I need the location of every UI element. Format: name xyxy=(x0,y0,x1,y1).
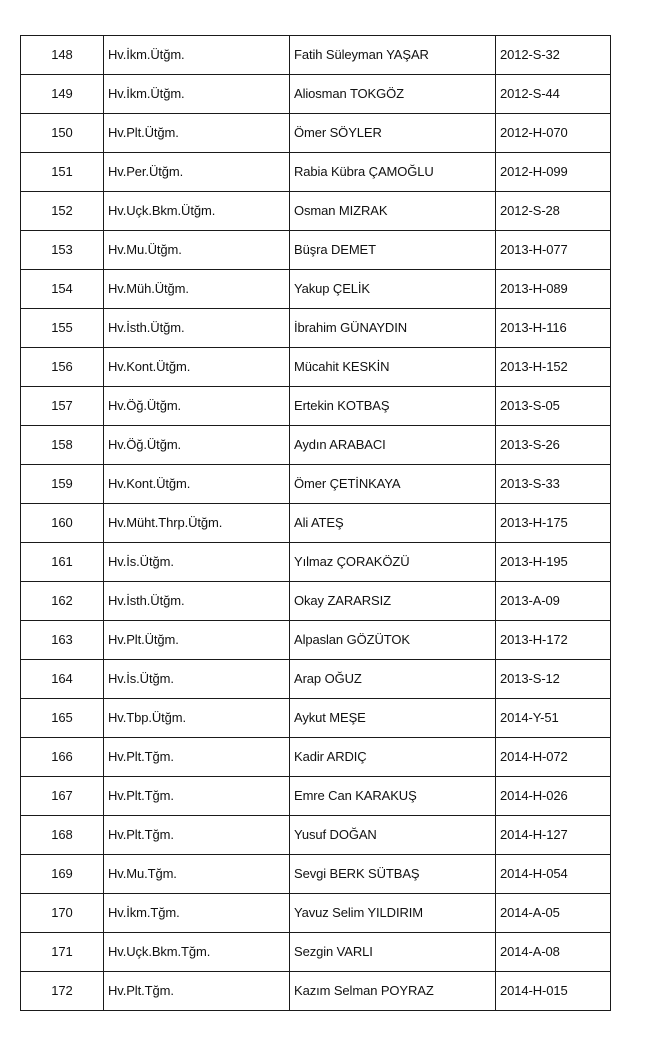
registry-code-cell: 2012-S-28 xyxy=(496,192,611,231)
rank-cell: Hv.Plt.Tğm. xyxy=(104,738,290,777)
table-row xyxy=(21,153,611,192)
table-row xyxy=(21,816,611,855)
person-name-cell: Sezgin VARLI xyxy=(290,933,496,972)
rank-cell: Hv.Plt.Ütğm. xyxy=(104,621,290,660)
rank-cell: Hv.Müh.Ütğm. xyxy=(104,270,290,309)
row-number-cell: 152 xyxy=(21,192,104,231)
person-name-cell: Ömer SÖYLER xyxy=(290,114,496,153)
table-row xyxy=(21,348,611,387)
registry-code-cell: 2012-H-070 xyxy=(496,114,611,153)
registry-code-cell: 2014-H-072 xyxy=(496,738,611,777)
row-number-cell: 167 xyxy=(21,777,104,816)
registry-code-cell: 2013-H-077 xyxy=(496,231,611,270)
rank-cell: Hv.Plt.Ütğm. xyxy=(104,114,290,153)
row-number-cell: 159 xyxy=(21,465,104,504)
registry-code-cell: 2014-H-026 xyxy=(496,777,611,816)
registry-code-cell: 2014-H-015 xyxy=(496,972,611,1011)
row-number-cell: 156 xyxy=(21,348,104,387)
table-row xyxy=(21,465,611,504)
rank-cell: Hv.Mu.Tğm. xyxy=(104,855,290,894)
table-row xyxy=(21,36,611,75)
row-number-cell: 157 xyxy=(21,387,104,426)
table-row xyxy=(21,894,611,933)
rank-cell: Hv.Mu.Ütğm. xyxy=(104,231,290,270)
registry-code-cell: 2013-S-33 xyxy=(496,465,611,504)
row-number-cell: 168 xyxy=(21,816,104,855)
rank-cell: Hv.Plt.Tğm. xyxy=(104,777,290,816)
person-name-cell: Kadir ARDIÇ xyxy=(290,738,496,777)
row-number-cell: 162 xyxy=(21,582,104,621)
registry-code-cell: 2014-H-054 xyxy=(496,855,611,894)
table-row xyxy=(21,933,611,972)
row-number-cell: 148 xyxy=(21,36,104,75)
person-name-cell: Aliosman TOKGÖZ xyxy=(290,75,496,114)
rank-cell: Hv.Öğ.Ütğm. xyxy=(104,426,290,465)
rank-cell: Hv.Öğ.Ütğm. xyxy=(104,387,290,426)
registry-code-cell: 2013-A-09 xyxy=(496,582,611,621)
person-name-cell: Kazım Selman POYRAZ xyxy=(290,972,496,1011)
row-number-cell: 165 xyxy=(21,699,104,738)
row-number-cell: 153 xyxy=(21,231,104,270)
registry-code-cell: 2014-Y-51 xyxy=(496,699,611,738)
row-number-cell: 158 xyxy=(21,426,104,465)
registry-code-cell: 2014-A-08 xyxy=(496,933,611,972)
table-row xyxy=(21,192,611,231)
registry-code-cell: 2013-H-116 xyxy=(496,309,611,348)
rank-cell: Hv.İs.Ütğm. xyxy=(104,543,290,582)
table-row xyxy=(21,777,611,816)
table-row xyxy=(21,426,611,465)
registry-code-cell: 2013-H-175 xyxy=(496,504,611,543)
person-name-cell: Büşra DEMET xyxy=(290,231,496,270)
table-row xyxy=(21,231,611,270)
person-name-cell: Ali ATEŞ xyxy=(290,504,496,543)
row-number-cell: 154 xyxy=(21,270,104,309)
row-number-cell: 161 xyxy=(21,543,104,582)
rank-cell: Hv.İsth.Ütğm. xyxy=(104,582,290,621)
row-number-cell: 150 xyxy=(21,114,104,153)
registry-code-cell: 2012-S-44 xyxy=(496,75,611,114)
person-name-cell: Mücahit KESKİN xyxy=(290,348,496,387)
table-row xyxy=(21,114,611,153)
registry-code-cell: 2013-S-05 xyxy=(496,387,611,426)
person-name-cell: Ertekin KOTBAŞ xyxy=(290,387,496,426)
table-row xyxy=(21,504,611,543)
registry-code-cell: 2013-H-172 xyxy=(496,621,611,660)
row-number-cell: 163 xyxy=(21,621,104,660)
row-number-cell: 172 xyxy=(21,972,104,1011)
row-number-cell: 170 xyxy=(21,894,104,933)
rank-cell: Hv.Müht.Thrp.Ütğm. xyxy=(104,504,290,543)
registry-code-cell: 2012-S-32 xyxy=(496,36,611,75)
table-row xyxy=(21,582,611,621)
person-name-cell: Ömer ÇETİNKAYA xyxy=(290,465,496,504)
person-name-cell: Yakup ÇELİK xyxy=(290,270,496,309)
rank-cell: Hv.Uçk.Bkm.Ütğm. xyxy=(104,192,290,231)
row-number-cell: 151 xyxy=(21,153,104,192)
registry-code-cell: 2013-H-195 xyxy=(496,543,611,582)
table-row xyxy=(21,738,611,777)
person-name-cell: Yusuf DOĞAN xyxy=(290,816,496,855)
registry-code-cell: 2014-H-127 xyxy=(496,816,611,855)
person-name-cell: Yılmaz ÇORAKÖZÜ xyxy=(290,543,496,582)
person-name-cell: Osman MIZRAK xyxy=(290,192,496,231)
row-number-cell: 171 xyxy=(21,933,104,972)
table-row xyxy=(21,972,611,1011)
table-row xyxy=(21,270,611,309)
person-name-cell: Aydın ARABACI xyxy=(290,426,496,465)
person-name-cell: İbrahim GÜNAYDIN xyxy=(290,309,496,348)
rank-cell: Hv.Plt.Tğm. xyxy=(104,816,290,855)
rank-cell: Hv.İsth.Ütğm. xyxy=(104,309,290,348)
rank-cell: Hv.Uçk.Bkm.Tğm. xyxy=(104,933,290,972)
person-name-cell: Alpaslan GÖZÜTOK xyxy=(290,621,496,660)
rank-cell: Hv.Kont.Ütğm. xyxy=(104,348,290,387)
rank-cell: Hv.Per.Ütğm. xyxy=(104,153,290,192)
row-number-cell: 155 xyxy=(21,309,104,348)
registry-code-cell: 2012-H-099 xyxy=(496,153,611,192)
personnel-table xyxy=(20,35,611,1011)
registry-code-cell: 2013-S-26 xyxy=(496,426,611,465)
rank-cell: Hv.İkm.Ütğm. xyxy=(104,36,290,75)
person-name-cell: Rabia Kübra ÇAMOĞLU xyxy=(290,153,496,192)
registry-code-cell: 2013-H-089 xyxy=(496,270,611,309)
table-row xyxy=(21,75,611,114)
person-name-cell: Yavuz Selim YILDIRIM xyxy=(290,894,496,933)
table-row xyxy=(21,855,611,894)
person-name-cell: Fatih Süleyman YAŞAR xyxy=(290,36,496,75)
registry-code-cell: 2013-S-12 xyxy=(496,660,611,699)
row-number-cell: 149 xyxy=(21,75,104,114)
row-number-cell: 169 xyxy=(21,855,104,894)
registry-code-cell: 2013-H-152 xyxy=(496,348,611,387)
rank-cell: Hv.İkm.Tğm. xyxy=(104,894,290,933)
table-row xyxy=(21,621,611,660)
person-name-cell: Emre Can KARAKUŞ xyxy=(290,777,496,816)
rank-cell: Hv.Tbp.Ütğm. xyxy=(104,699,290,738)
person-name-cell: Sevgi BERK SÜTBAŞ xyxy=(290,855,496,894)
table-row xyxy=(21,699,611,738)
rank-cell: Hv.İkm.Ütğm. xyxy=(104,75,290,114)
table-row xyxy=(21,309,611,348)
table-row xyxy=(21,543,611,582)
row-number-cell: 160 xyxy=(21,504,104,543)
row-number-cell: 166 xyxy=(21,738,104,777)
person-name-cell: Okay ZARARSIZ xyxy=(290,582,496,621)
rank-cell: Hv.Kont.Ütğm. xyxy=(104,465,290,504)
person-name-cell: Arap OĞUZ xyxy=(290,660,496,699)
rank-cell: Hv.İs.Ütğm. xyxy=(104,660,290,699)
table-row xyxy=(21,387,611,426)
table-row xyxy=(21,660,611,699)
rank-cell: Hv.Plt.Tğm. xyxy=(104,972,290,1011)
row-number-cell: 164 xyxy=(21,660,104,699)
person-name-cell: Aykut MEŞE xyxy=(290,699,496,738)
personnel-table-body xyxy=(21,36,611,1011)
registry-code-cell: 2014-A-05 xyxy=(496,894,611,933)
